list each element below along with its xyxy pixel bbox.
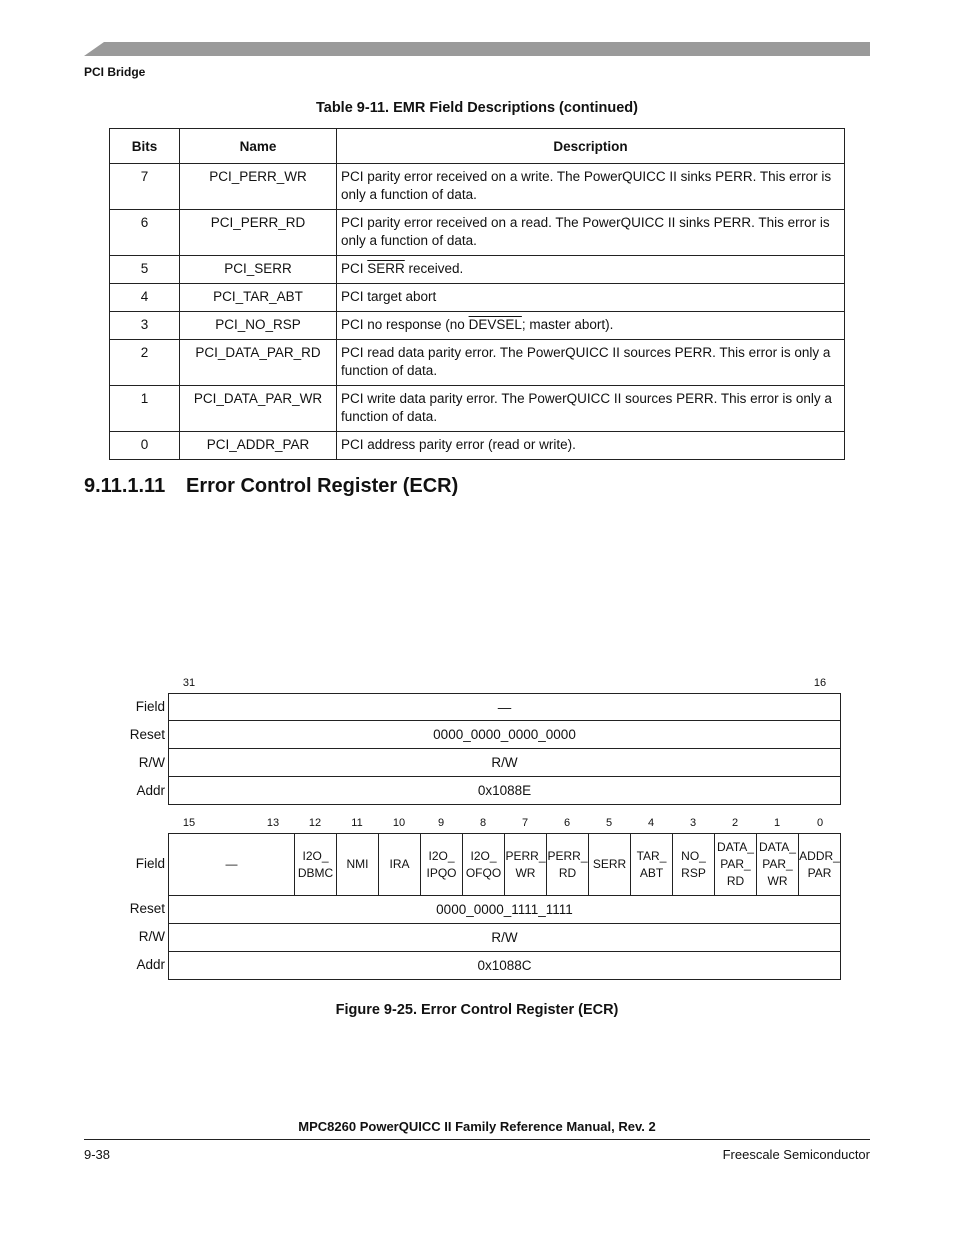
table-row — [110, 256, 845, 284]
description-text: ; master abort). — [521, 317, 614, 332]
field-cell-data-par-wr: DATA_ PAR_ WR — [757, 834, 799, 895]
row-label-field: Field — [135, 699, 165, 714]
description-text: PCI no response (no — [341, 317, 469, 332]
row-label-field: Field — [135, 856, 165, 871]
lower-field-row — [168, 833, 841, 896]
bits-cell: 3 — [110, 312, 180, 340]
lower-reset-row: 0000_0000_1111_1111 — [168, 896, 841, 924]
field-cell-i2o-dbmc: I2O_ DBMC — [295, 834, 337, 895]
bit-number: 15 — [182, 817, 196, 829]
field-cell-perr-wr: PERR_ WR — [505, 834, 547, 895]
field-cell-tar-abt: TAR_ ABT — [631, 834, 673, 895]
column-header: Description — [337, 129, 845, 164]
bit-number: 16 — [813, 677, 827, 689]
section-title: Error Control Register (ECR) — [186, 475, 459, 497]
table-header-row — [110, 129, 845, 164]
name-cell: PCI_TAR_ABT — [180, 284, 337, 312]
bits-cell: 6 — [110, 210, 180, 256]
footer-title: MPC8260 PowerQUICC II Family Reference Manual, Rev. 2 — [298, 1119, 656, 1134]
description-cell — [337, 256, 845, 284]
description-cell: PCI target abort — [337, 284, 845, 312]
row-label-reset: Reset — [129, 901, 165, 916]
header-bar — [84, 42, 870, 56]
bits-cell: 2 — [110, 340, 180, 386]
description-cell: PCI parity error received on a write. The PowerQUICC II sinks PERR. This error is only a function of data. — [337, 164, 845, 210]
field-cell-no-rsp: NO_ RSP — [673, 834, 715, 895]
description-cell: PCI parity error received on a read. The PowerQUICC II sinks PERR. This error is only a function of data. — [337, 210, 845, 256]
lower-addr-row: 0x1088C — [168, 952, 841, 980]
bits-cell: 0 — [110, 432, 180, 460]
section-number: 9.11.1.11 — [84, 475, 166, 497]
bit-number: 6 — [563, 817, 571, 829]
figure-caption: Figure 9-25. Error Control Register (ECR) — [335, 1002, 619, 1018]
bits-cell: 1 — [110, 386, 180, 432]
field-cell-i2o-ipqo: I2O_ IPQO — [421, 834, 463, 895]
bit-number: 13 — [266, 817, 280, 829]
bit-number: 10 — [392, 817, 406, 829]
bit-number: 8 — [479, 817, 487, 829]
field-cell-data-par-rd: DATA_ PAR_ RD — [715, 834, 757, 895]
table-row — [110, 210, 845, 256]
row-label-rw: R/W — [138, 755, 165, 770]
description-cell: PCI write data parity error. The PowerQUICC II sources PERR. This error is only a function of data. — [337, 386, 845, 432]
upper-reset-row: 0000_0000_0000_0000 — [168, 721, 841, 749]
name-cell: PCI_PERR_WR — [180, 164, 337, 210]
column-header: Bits — [110, 129, 180, 164]
bit-number: 11 — [351, 817, 363, 829]
bit-number: 3 — [689, 817, 697, 829]
bits-cell: 4 — [110, 284, 180, 312]
footer-rule — [84, 1139, 870, 1140]
field-cell-ira: IRA — [379, 834, 421, 895]
upper-addr-row: 0x1088E — [168, 777, 841, 805]
column-header: Name — [180, 129, 337, 164]
description-text: received. — [404, 261, 464, 276]
bit-number: 0 — [816, 817, 824, 829]
row-label-addr: Addr — [136, 783, 165, 798]
row-label-reset: Reset — [129, 727, 165, 742]
table-row — [110, 164, 845, 210]
description-text: PCI — [341, 261, 368, 276]
lower-rw-row: R/W — [168, 924, 841, 952]
field-cell-addr-par: ADDR_ PAR — [799, 848, 840, 880]
table-row — [110, 432, 845, 460]
name-cell: PCI_PERR_RD — [180, 210, 337, 256]
field-cell-serr: SERR — [589, 834, 631, 895]
page-number: 9-38 — [84, 1147, 111, 1162]
bits-cell: 7 — [110, 164, 180, 210]
bit-number: 31 — [182, 677, 196, 689]
description-cell — [337, 312, 845, 340]
bit-number: 9 — [437, 817, 445, 829]
upper-field-row: — — [168, 693, 841, 721]
bit-number: 4 — [647, 817, 655, 829]
overlined-signal: SERR — [367, 261, 405, 276]
table-row — [110, 284, 845, 312]
field-cell-i2o-ofqo: I2O_ OFQO — [463, 834, 505, 895]
bit-number: 2 — [731, 817, 739, 829]
running-header: PCI Bridge — [84, 65, 146, 79]
name-cell: PCI_DATA_PAR_WR — [180, 386, 337, 432]
emr-field-table — [109, 128, 845, 460]
bit-number: 5 — [605, 817, 613, 829]
name-cell: PCI_DATA_PAR_RD — [180, 340, 337, 386]
bit-number: 12 — [308, 817, 322, 829]
name-cell: PCI_ADDR_PAR — [180, 432, 337, 460]
company-name: Freescale Semiconductor — [722, 1147, 870, 1162]
table-row — [110, 312, 845, 340]
row-label-addr: Addr — [136, 957, 165, 972]
bit-number: 1 — [773, 817, 781, 829]
section-heading — [84, 475, 458, 498]
name-cell: PCI_SERR — [180, 256, 337, 284]
description-cell: PCI read data parity error. The PowerQUICC II sources PERR. This error is only a function of data. — [337, 340, 845, 386]
bit-number: 7 — [521, 817, 529, 829]
field-cell-reserved: — — [169, 834, 295, 895]
table-caption: Table 9-11. EMR Field Descriptions (continued) — [315, 100, 638, 116]
table-row — [110, 340, 845, 386]
description-cell: PCI address parity error (read or write). — [337, 432, 845, 460]
table-row — [110, 386, 845, 432]
row-label-rw: R/W — [138, 929, 165, 944]
field-cell-nmi: NMI — [337, 834, 379, 895]
upper-rw-row: R/W — [168, 749, 841, 777]
overlined-signal: DEVSEL — [468, 317, 522, 332]
name-cell: PCI_NO_RSP — [180, 312, 337, 340]
bits-cell: 5 — [110, 256, 180, 284]
field-cell-perr-rd: PERR_ RD — [547, 834, 589, 895]
